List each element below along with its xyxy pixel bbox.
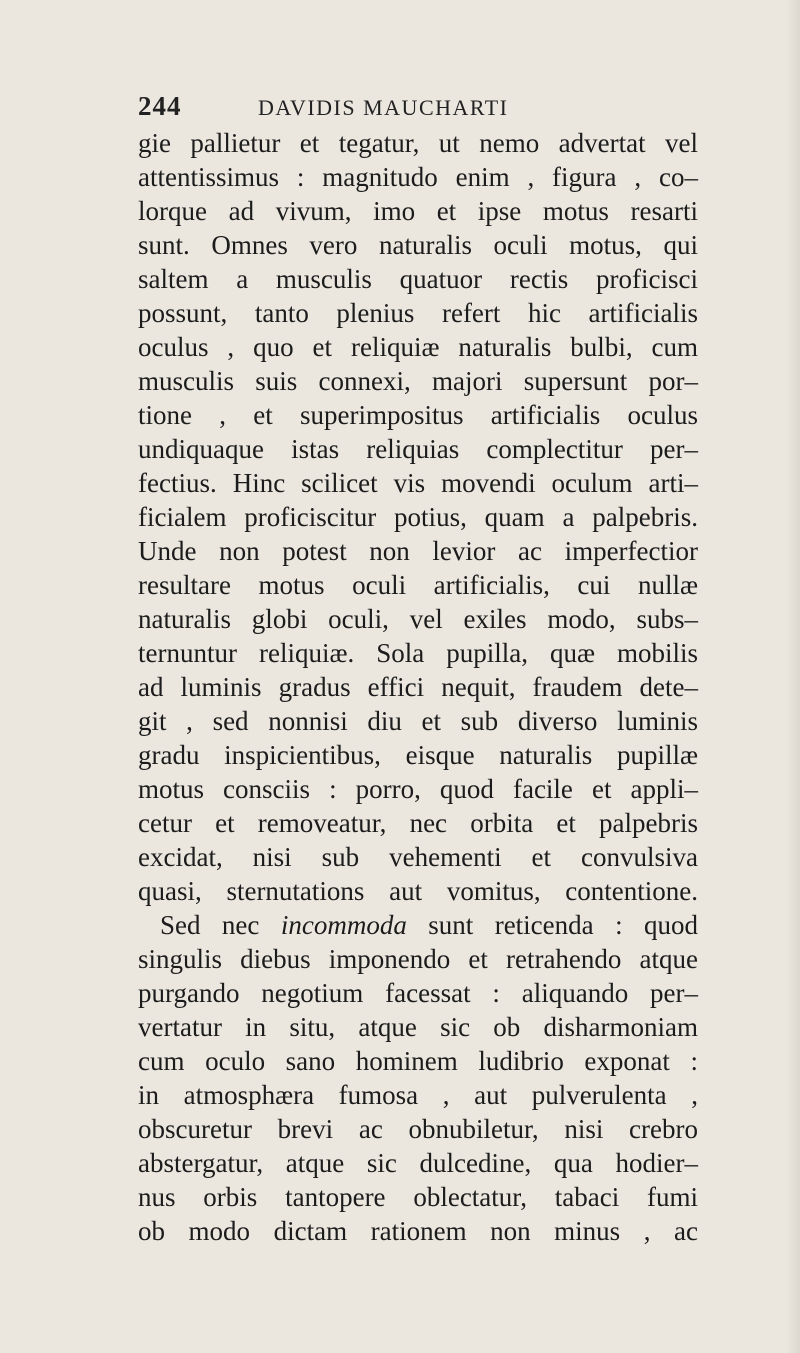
text-line: in atmosphæra fumosa , aut pulverulenta , xyxy=(138,1080,698,1110)
text-line: quasi, sternutations aut vomitus, contentione. xyxy=(138,876,698,906)
text-line: resultare motus oculi artificialis, cui nullæ xyxy=(138,570,698,600)
page-number: 244 xyxy=(138,91,182,121)
paragraph-start-line xyxy=(138,908,698,942)
text-line: ad luminis gradus effici nequit, fraudem dete– xyxy=(138,672,698,702)
text-line: tione , et superimpositus artificialis oculus xyxy=(138,400,698,430)
text-line: gie pallietur et tegatur, ut nemo advertat vel xyxy=(138,128,698,158)
text-line: sunt. Omnes vero naturalis oculi motus, qui xyxy=(138,230,698,260)
text-line: ficialem proficiscitur potius, quam a palpebris. xyxy=(138,502,698,532)
text-line: cetur et removeatur, nec orbita et palpebris xyxy=(138,808,698,838)
italic-word: incommoda xyxy=(280,910,407,940)
text-line: ob modo dictam rationem non minus , ac xyxy=(138,1216,698,1246)
text-line: fectius. Hinc scilicet vis movendi oculum arti– xyxy=(138,468,698,498)
text-line: purgando negotium facessat : aliquando per– xyxy=(138,978,698,1008)
text-line: gradu inspicientibus, eisque naturalis pupillæ xyxy=(138,740,698,770)
page-edge-shadow xyxy=(786,0,800,1353)
text-line: excidat, nisi sub vehementi et convulsiva xyxy=(138,842,698,872)
running-head: DAVIDIS MAUCHARTI xyxy=(258,95,509,120)
text-line: possunt, tanto plenius refert hic artificialis xyxy=(138,298,698,328)
text-line: attentissimus : magnitudo enim , figura , co– xyxy=(138,162,698,192)
text-line: oculus , quo et reliquiæ naturalis bulbi, cum xyxy=(138,332,698,362)
text-line: saltem a musculis quatuor rectis proficisci xyxy=(138,264,698,294)
text-line: naturalis globi oculi, vel exiles modo, subs– xyxy=(138,604,698,634)
text-fragment: Sed nec xyxy=(160,910,281,940)
text-line: vertatur in situ, atque sic ob disharmoniam xyxy=(138,1012,698,1042)
text-line: obscuretur brevi ac obnubiletur, nisi crebro xyxy=(138,1114,698,1144)
text-line: undiquaque istas reliquias complectitur per– xyxy=(138,434,698,464)
text-line: lorque ad vivum, imo et ipse motus resarti xyxy=(138,196,698,226)
body-text xyxy=(138,126,698,1248)
text-fragment: sunt reticenda : quod xyxy=(406,910,698,940)
text-line: motus consciis : porro, quod facile et appli– xyxy=(138,774,698,804)
text-line: cum oculo sano hominem ludibrio exponat : xyxy=(138,1046,698,1076)
text-line: Unde non potest non levior ac imperfectior xyxy=(138,536,698,566)
text-line: nus orbis tantopere oblectatur, tabaci fumi xyxy=(138,1182,698,1212)
text-line: musculis suis connexi, majori supersunt por– xyxy=(138,366,698,396)
text-line: git , sed nonnisi diu et sub diverso luminis xyxy=(138,706,698,736)
page-header xyxy=(138,91,698,131)
text-line: abstergatur, atque sic dulcedine, qua hodier– xyxy=(138,1148,698,1178)
text-line: ternuntur reliquiæ. Sola pupilla, quæ mobilis xyxy=(138,638,698,668)
text-line: singulis diebus imponendo et retrahendo atque xyxy=(138,944,698,974)
